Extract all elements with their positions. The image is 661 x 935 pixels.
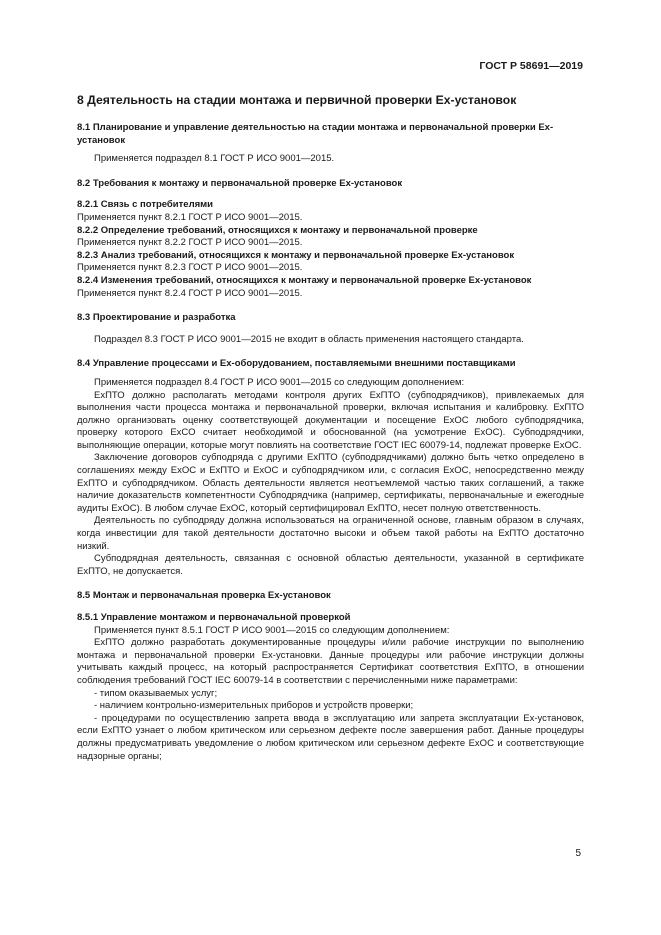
section-8-4-title: 8.4 Управление процессами и Ех-оборудованием, поставляемыми внешними поставщиками [77,358,516,370]
list-item: - наличием контрольно-измерительных приборов и устройств проверки; [94,700,414,712]
section-8-2-title: 8.2 Требования к монтажу и первоначальной проверке Ех-установок [77,177,403,189]
section-8-1-text: Применяется подраздел 8.1 ГОСТ Р ИСО 9001—2015. [94,153,335,165]
section-8-2-1-text: Применяется пункт 8.2.1 ГОСТ Р ИСО 9001—2015. [77,211,303,223]
page-number: 5 [575,848,581,859]
section-8-5-1-paragraph: ЕхПТО должно разработать документированные процедуры и/или рабочие инструкции по выполнению монтажа и первоначальной проверки Ех-установки. Данные процедуры или рабочие инструкции должны учитывать каждый процесс, на который распространяется Сертификат соответствия ЕхПТО, в отношении соблюдения требований ГОСТ IEC 60079-14 в соответствии с перечисленными ниже параметрами: [77,637,584,686]
section-8-4-paragraph: Заключение договоров субподряда с другими ЕхПТО (субподрядчиками) должно быть четко определено в соглашениях между ЕхОС и ЕхПТО и ЕхОС и субподрядчиком или, с согласия ЕхОС, непосредственно между ЕхПТО и субподрядчиком. Область деятельности является неотъемлемой частью таких соглашений, а также наличие доказательств компетентности Субподрядчика (например, сертификаты, первоначальные и ежегодные аудиты ЕхОС). В любом случае ЕхОС, который сертифицировал ЕхПТО, несет полную ответственность. [77,452,584,514]
document-header: ГОСТ Р 58691—2019 [479,60,583,72]
list-item: - типом оказываемых услуг; [94,687,218,699]
section-8-2-4-title: 8.2.4 Изменения требований, относящихся к монтажу и первоначальной проверке Ех-установок [77,274,532,286]
section-8-4-paragraph: ЕхПТО должно располагать методами контроля других ЕхПТО (субподрядчиков), привлекаемых для выполнения части процесса монтажа и первоначальной проверки, включая испытания и калибровку. ЕхПТО должно организовать оценку соответствующей документации и посещение ЕхОС любого субподрядчика, проверку которого ЕхСО считает необходимой и обоснованной (на усмотрение ЕхОС). Субподрядчики, выполняющие операции, которые могут повлиять на соответствие ГОСТ IEC 60079-14, подлежат проверке ЕхОС. [77,389,584,451]
section-8-2-3-text: Применяется пункт 8.2.3 ГОСТ Р ИСО 9001—2015. [77,262,303,274]
section-8-1-title: 8.1 Планирование и управление деятельностью на стадии монтажа и первоначальной проверки Ех-установок [77,122,554,146]
section-8-4-paragraph: Субподрядная деятельность, связанная с основной областью деятельности, указанной в сертификате ЕхПТО, не допускается. [77,553,584,577]
section-8-title: 8 Деятельность на стадии монтажа и первичной проверки Ех-установок [77,93,517,107]
section-8-3-text: Подраздел 8.3 ГОСТ Р ИСО 9001—2015 не входит в область применения настоящего стандарта. [94,333,524,345]
page-content [77,93,584,763]
section-8-3-title: 8.3 Проектирование и разработка [77,312,236,324]
section-8-2-2-title: 8.2.2 Определение требований, относящихся к монтажу и первоначальной проверке [77,224,478,236]
section-8-2-2-text: Применяется пункт 8.2.2 ГОСТ Р ИСО 9001—2015. [77,237,303,249]
section-8-5-1-title: 8.5.1 Управление монтажом и первоначальной проверкой [77,612,351,623]
section-8-2-4-text: Применяется пункт 8.2.4 ГОСТ Р ИСО 9001—2015. [77,287,303,299]
section-8-2-1-title: 8.2.1 Связь с потребителями [77,199,214,211]
list-item: - процедурами по осуществлению запрета ввода в эксплуатацию или запрета эксплуатации Ех-установок, если ЕхПТО узнает о любом критическом или серьезном дефекте после завершения работ. Данные процедуры должны предусматривать уведомление о любом критическом или серьезном дефекте ЕхОС и соответствующие надзорные органы; [77,712,584,762]
section-8-5-title: 8.5 Монтаж и первоначальная проверка Ех-установок [77,590,331,602]
section-8-4-paragraph: Применяется подраздел 8.4 ГОСТ Р ИСО 9001—2015 со следующим дополнением: [94,376,465,388]
section-8-4-paragraph: Деятельность по субподряду должна использоваться на ограниченной основе, главным образом в случаях, когда инвестиции для такой деятельности достаточно высоки и объем такой работы на ЕхПТО достаточно низкий. [77,515,584,552]
section-8-5-1-paragraph: Применяется пункт 8.5.1 ГОСТ Р ИСО 9001—2015 со следующим дополнением: [94,624,450,636]
section-8-2-3-title: 8.2.3 Анализ требований, относящихся к монтажу и первоначальной проверке Ех-установок [77,249,515,261]
